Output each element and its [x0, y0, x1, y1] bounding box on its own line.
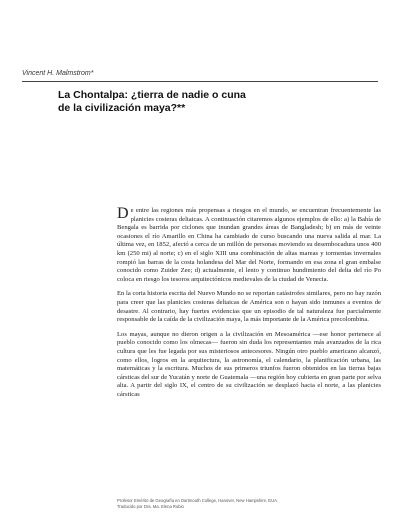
footnotes — [117, 498, 381, 510]
article-body — [117, 207, 381, 405]
author-name: Vincent H. Malmstrom* — [22, 70, 94, 77]
drop-cap: D — [117, 205, 129, 222]
footnote-translation: Traducido por Dra. Ma. Elena Rubio — [117, 504, 184, 509]
title-line-2: de la civilización maya?** — [58, 101, 186, 114]
paragraph: Los mayas, aunque no dieron origen a la civilización en Mesoamérica —ese honor pertenece al pueblo conocido como los olmecas— fueron sin duda los representantes más avanzados de la rica cultura que les fue legada por sus misteriosos antecesores. Ningún otro pueblo americano alcanzó, como ellos, logros en la arquitectura, la astronomía, el calendario, la planificación urbana, las matemáticas y la escritura. Muchos de sus primeros triunfos fueron obtenidos en las tierras bajas cársticas del sur de Yucatán y norte de Guatemala —una región hoy cubierta en gran parte por selva alta. A partir del siglo IX, el centro de su civilización se desplazó hacia el norte, a las planicies cársticas — [117, 330, 381, 398]
paragraph-text: e entre las regiones más propensas a riesgos en el mundo, se encuentran frecuentemente las planicies costeras deltaicas. A continuación citaremos algunos ejemplos de ello: a) la Bahía de Bengala es barrida por ciclones que inundan grandes áreas de Bangladesh; b) en más de veinte ocasiones el río Amarillo en China ha cambiado de curso buscando una nueva salida al mar. La última vez, en 1852, afectó a cerca de un millón de personas moviendo su desembocadura unos 400 km (250 mi) al norte; c) en el siglo XIII una combinación de altas mareas y tormentas invernales rompió las barras de la costa holandesa del Mar del Norte, formando en esa zona el gran embalse conocido como Zuider Zee; d) actualmente, el lento y continuo hundimiento del delta del río Po coloca en riesgo los tesoros arquitectónicos medievales de la ciudad de Venecia. — [117, 207, 381, 283]
title-line-1: La Chontalpa: ¿tierra de nadie o cuna — [58, 89, 246, 101]
article-title — [58, 89, 358, 114]
header-rule — [22, 81, 378, 82]
paragraph — [117, 207, 381, 284]
paragraph: En la corta historia escrita del Nuevo Mundo no se reportan catástrofes similares, pero no hay razón para creer que las planicies costeras deltaicas de América son o hayan sido inmunes a eventos de desastre. Al contrario, hay fuertes evidencias que un episodio de tal naturaleza fue parcialmente responsable de la caída de la civilización maya, la más importante de la América precolombina. — [117, 290, 381, 324]
footnote-affiliation: Profesor Emérito de Geografía en Dartmouth College, Hanover, New Hampshire, EUA. — [117, 498, 279, 503]
